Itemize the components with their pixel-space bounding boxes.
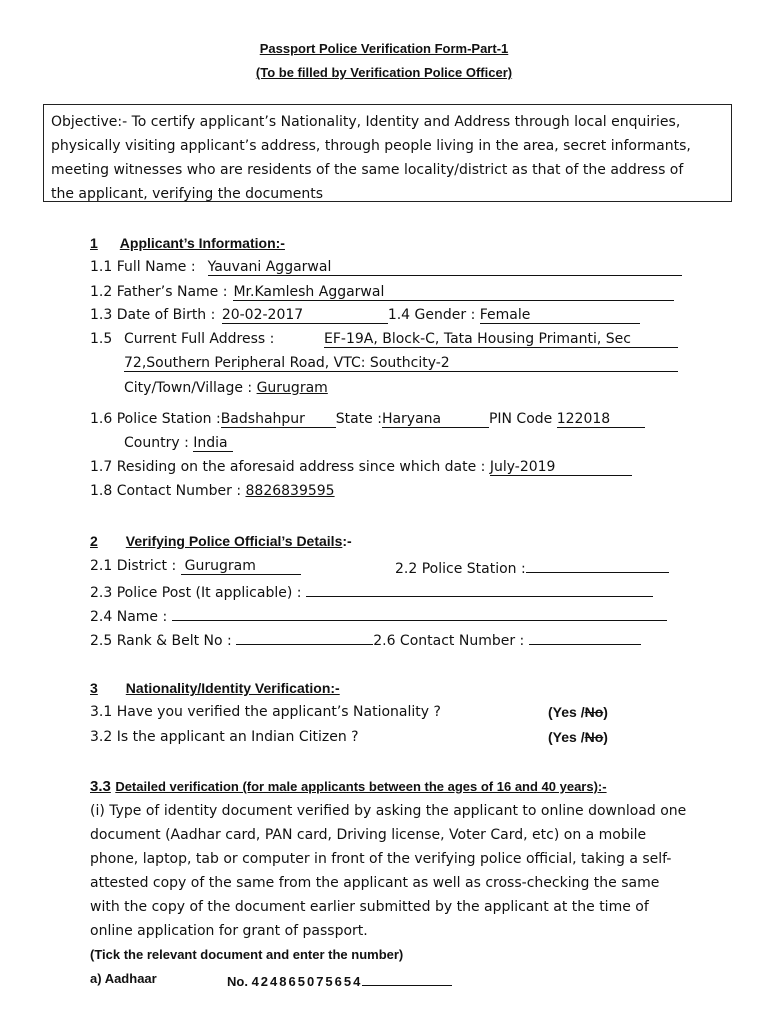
full-name-row <box>90 259 682 276</box>
full-name-label: 1.1 Full Name : <box>90 259 196 275</box>
ps-label: 1.6 Police Station : <box>90 411 221 427</box>
section2-heading <box>90 533 352 549</box>
paragraph-line: attested copy of the same from the applicant as well as cross-checking the same <box>90 875 660 891</box>
contact-value[interactable]: 8826839595 <box>245 483 335 499</box>
form-subtitle: (To be filled by Verification Police Officer) <box>255 65 513 80</box>
pin-field[interactable] <box>557 411 645 428</box>
dob-value: 20-02-2017 <box>221 307 304 323</box>
subsection-title: Detailed verification (for male applicants between the ages of 16 and 40 years):- <box>115 779 607 794</box>
dob-label: 1.3 Date of Birth : <box>90 307 216 323</box>
no-option: No <box>584 729 604 745</box>
contact-row <box>90 483 335 499</box>
paragraph-line: (i) Type of identity document verified by asking the applicant to online download one <box>90 803 687 819</box>
country-label: Country : <box>124 435 189 451</box>
no-option: No <box>584 704 604 720</box>
district-label: 2.1 District : <box>90 558 177 574</box>
section3-number: 3 <box>90 680 98 696</box>
objective-line: the applicant, verifying the documents <box>51 186 324 202</box>
residing-field[interactable] <box>490 459 632 476</box>
rank-label: 2.5 Rank & Belt No : <box>90 633 232 649</box>
residing-value: July-2019 <box>489 459 556 475</box>
objective-line: Objective:- To certify applicant’s Nationality, Identity and Address through local enquiries, <box>51 114 681 130</box>
subsection-number: 3.3 <box>90 778 111 795</box>
name-row <box>90 606 667 625</box>
rank-row <box>90 630 641 649</box>
state-label: State : <box>335 411 382 427</box>
official-name-field[interactable] <box>172 606 667 621</box>
full-name-field[interactable] <box>208 259 682 276</box>
paragraph-line: online application for grant of passport. <box>90 923 368 939</box>
address-line2-field[interactable] <box>124 355 678 372</box>
paragraph-line: phone, laptop, tab or computer in front of the verifying police official, taking a self- <box>90 851 672 867</box>
paragraph-line: document (Aadhar card, PAN card, Driving license, Voter Card, etc) on a mobile <box>90 827 647 843</box>
ps-field[interactable] <box>221 411 336 428</box>
gender-field[interactable] <box>480 307 640 324</box>
nationality-question: 3.1 Have you verified the applicant’s Nationality ? <box>90 704 441 720</box>
police-post-label: 2.3 Police Post (It applicable) : <box>90 585 302 601</box>
state-value: Haryana <box>381 411 442 427</box>
country-row <box>124 435 233 452</box>
gender-value: Female <box>479 307 531 323</box>
form-title: Passport Police Verification Form-Part-1 <box>259 41 509 56</box>
aadhaar-number-field[interactable] <box>362 971 452 986</box>
section1-heading <box>90 235 285 251</box>
state-field[interactable] <box>382 411 489 428</box>
city-row <box>124 380 328 396</box>
police-post-field[interactable] <box>306 582 653 597</box>
nationality-answer[interactable] <box>548 704 608 720</box>
pin-label: PIN Code <box>488 411 553 427</box>
full-name-value: Yauvani Aggarwal <box>207 259 332 275</box>
dob-row <box>90 307 640 324</box>
objective-line: meeting witnesses who are residents of the same locality/district as that of the address of <box>51 162 684 178</box>
district-field[interactable] <box>181 558 301 575</box>
dob-field[interactable] <box>222 307 388 324</box>
police-post-row <box>90 582 653 601</box>
father-name-label: 1.2 Father’s Name : <box>90 284 228 300</box>
police-station-row <box>90 411 645 428</box>
district-value: Gurugram <box>184 558 256 574</box>
official-contact-label: 2.6 Contact Number : <box>373 633 525 649</box>
yes-option: (Yes / <box>548 729 585 745</box>
district-row <box>90 558 301 575</box>
aadhaar-label: a) Aadhaar <box>90 971 157 986</box>
verifier-ps-field[interactable] <box>526 558 669 573</box>
country-value: India <box>193 435 228 451</box>
section2-title: Verifying Police Official’s Details <box>125 533 343 549</box>
detailed-verification-heading <box>90 778 607 795</box>
verifier-ps-row <box>395 558 669 577</box>
citizen-question: 3.2 Is the applicant an Indian Citizen ? <box>90 729 359 745</box>
address-line1-field[interactable] <box>324 331 678 348</box>
verifier-ps-label: 2.2 Police Station : <box>395 561 526 577</box>
aadhaar-number[interactable]: 424865075654 <box>251 974 363 989</box>
identity-doc-paragraph <box>90 799 720 943</box>
citizen-answer[interactable] <box>548 729 608 745</box>
aadhaar-no-label: No. <box>227 974 248 989</box>
gender-label: 1.4 Gender : <box>387 307 476 323</box>
residing-row <box>90 459 632 476</box>
rank-field[interactable] <box>236 630 373 645</box>
section1-number: 1 <box>90 235 98 251</box>
objective-box <box>43 104 732 202</box>
section3-title: Nationality/Identity Verification:- <box>125 680 340 696</box>
objective-line: physically visiting applicant’s address, through people living in the area, secret informants, <box>51 138 691 154</box>
pin-value: 122018 <box>556 411 611 427</box>
paragraph-line: with the copy of the document earlier submitted by the applicant at the time of <box>90 899 649 915</box>
answer-close: ) <box>603 704 608 720</box>
residing-label: 1.7 Residing on the aforesaid address since which date : <box>90 459 486 475</box>
address-line1-value: EF-19A, Block-C, Tata Housing Primanti, Sec <box>324 331 631 347</box>
answer-close: ) <box>603 729 608 745</box>
section1-title: Applicant’s Information:- <box>119 235 285 251</box>
father-name-row <box>90 284 674 301</box>
section3-heading <box>90 680 340 696</box>
address-line2-value: 72,Southern Peripheral Road, VTC: Southcity-2 <box>124 355 450 371</box>
tick-note: (Tick the relevant document and enter the number) <box>90 947 404 962</box>
country-field[interactable] <box>193 435 233 452</box>
father-name-value: Mr.Kamlesh Aggarwal <box>233 284 385 300</box>
father-name-field[interactable] <box>233 284 674 301</box>
address-label: Current Full Address : <box>124 331 275 347</box>
city-label: City/Town/Village : <box>124 380 253 396</box>
city-value[interactable]: Gurugram <box>256 380 328 396</box>
section2-number: 2 <box>90 533 98 549</box>
contact-label: 1.8 Contact Number : <box>90 483 242 499</box>
ps-value: Badshahpur <box>220 411 305 427</box>
official-name-label: 2.4 Name : <box>90 609 168 625</box>
yes-option: (Yes / <box>548 704 585 720</box>
address-number: 1.5 <box>90 331 113 347</box>
aadhaar-number-row <box>227 971 452 989</box>
official-contact-field[interactable] <box>529 630 641 645</box>
section2-suffix: :- <box>342 533 352 549</box>
